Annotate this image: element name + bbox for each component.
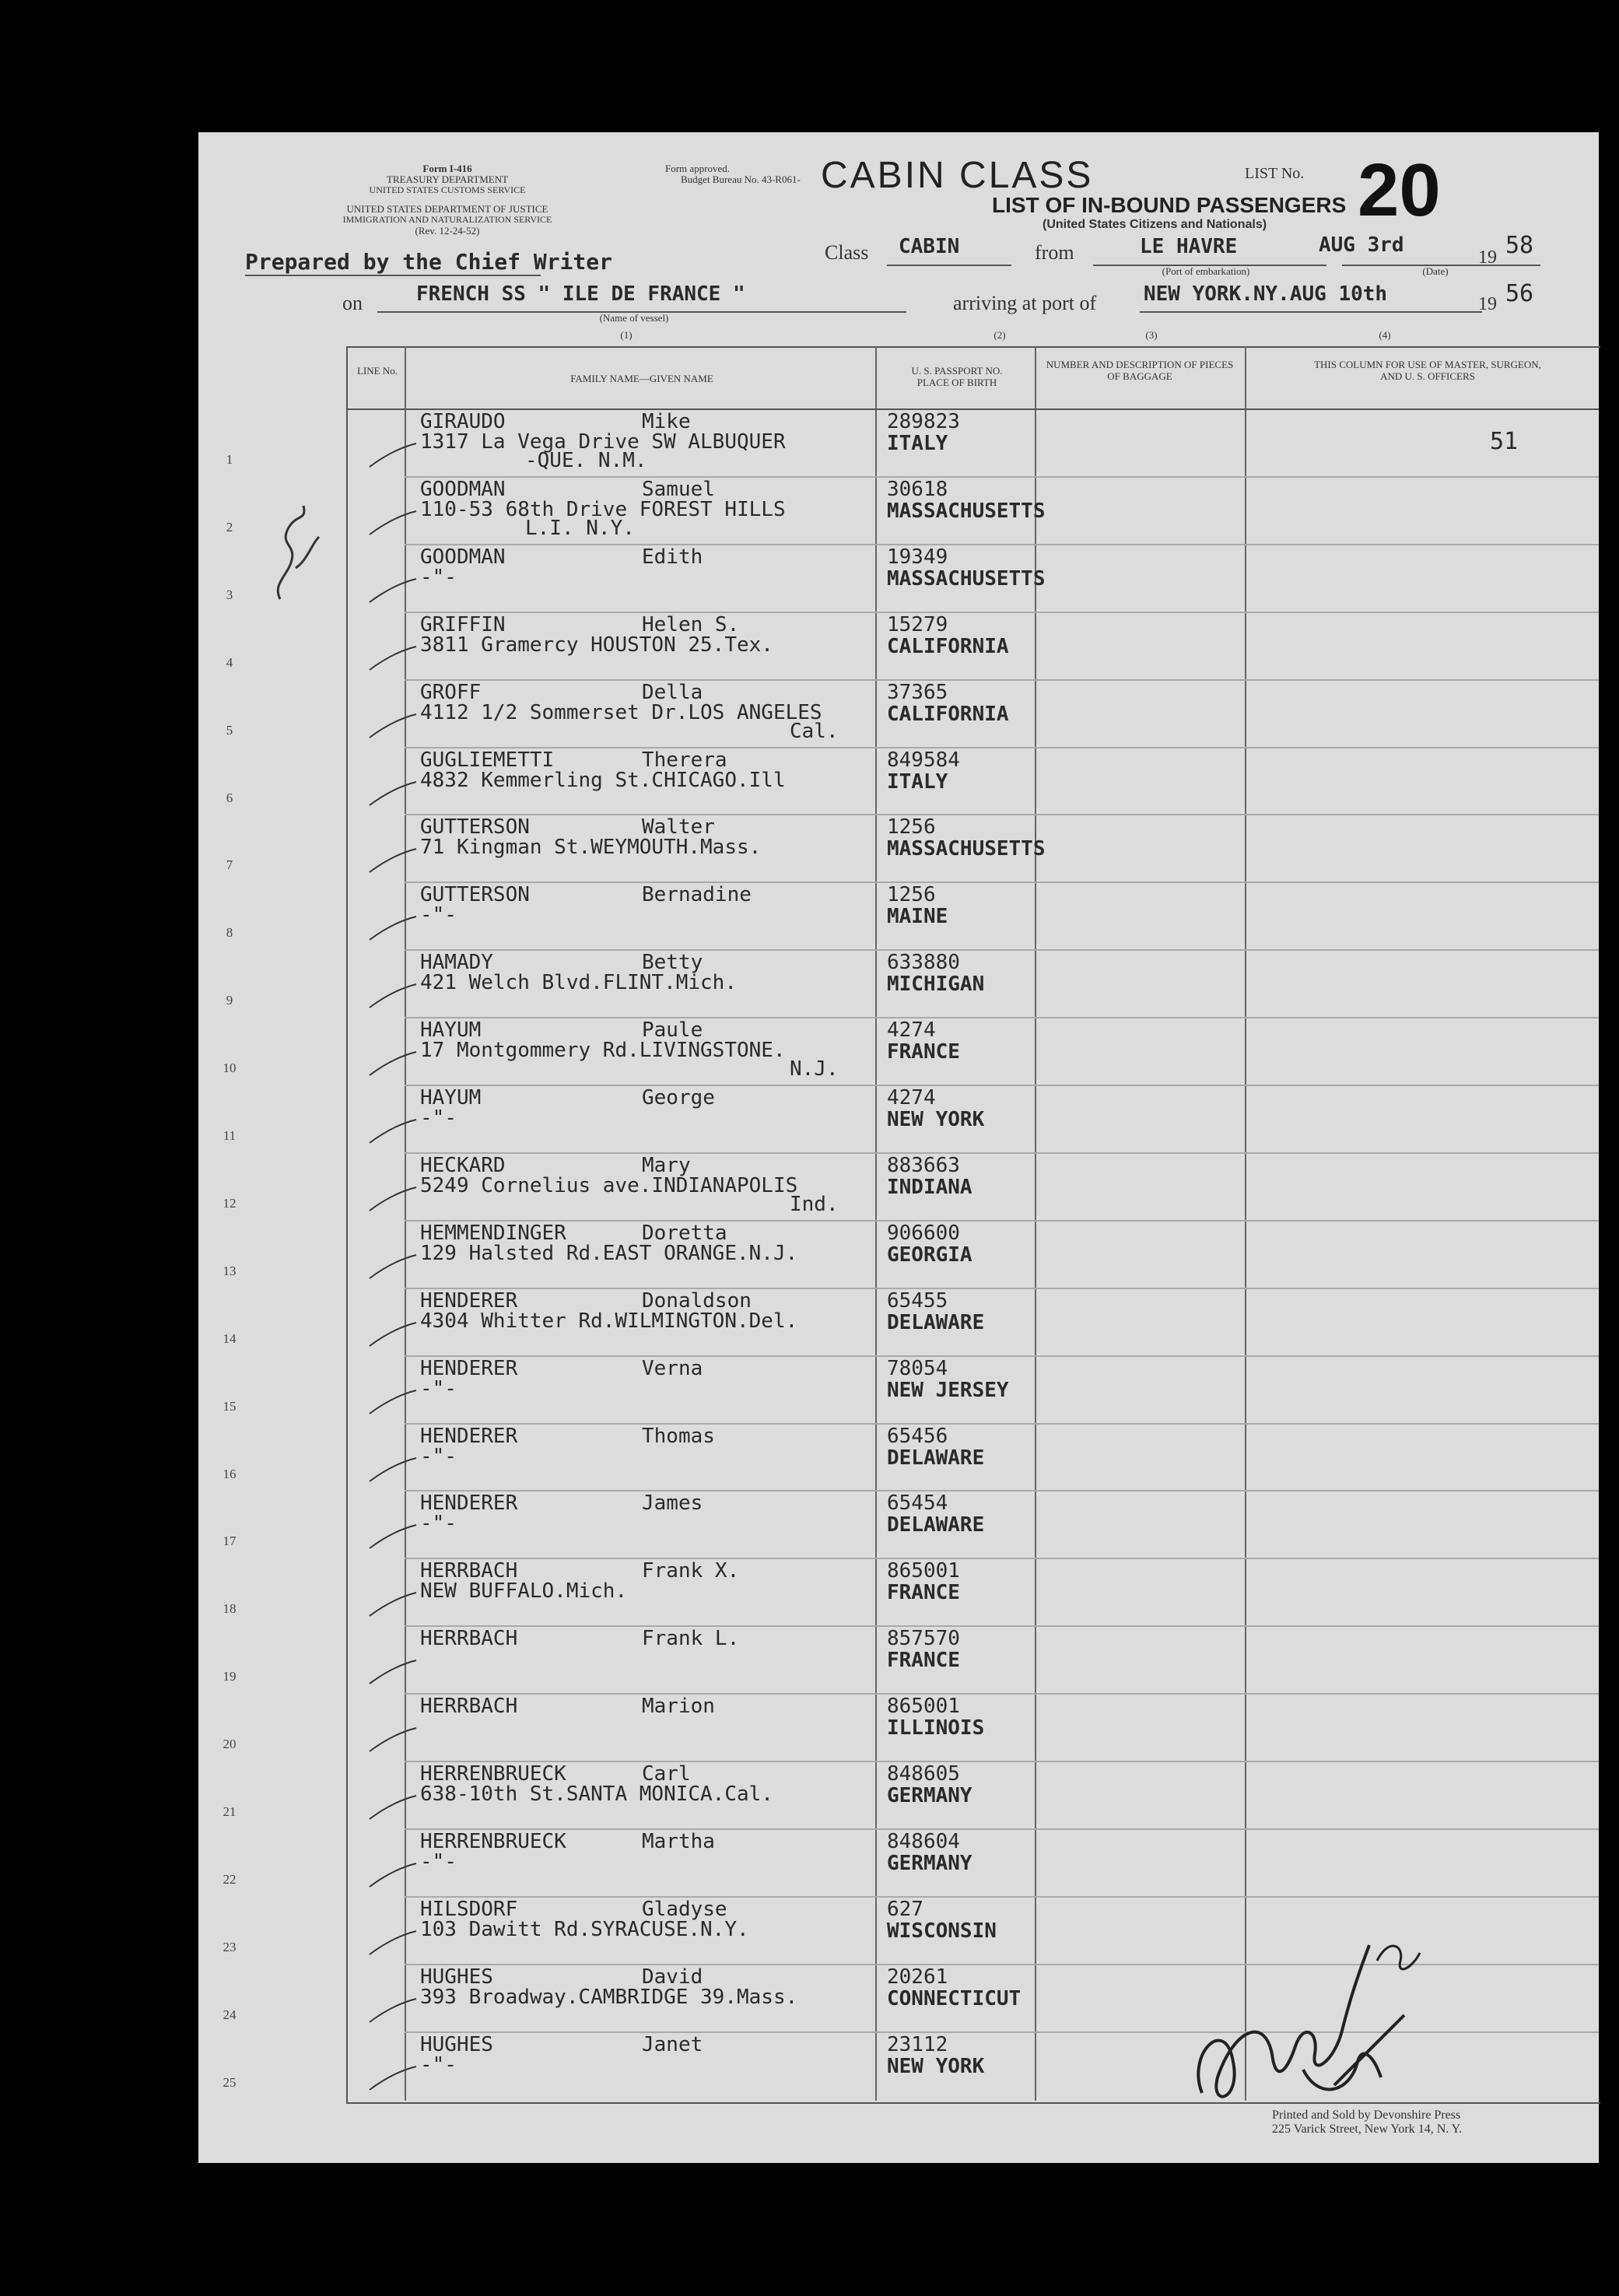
family-name: HENDERER [420,1424,518,1448]
row-divider [405,1288,1599,1289]
family-name: HERRENBRUECK [420,1829,566,1853]
address: 393 Broadway.CAMBRIDGE 39.Mass. [420,1985,798,2009]
line-number: 7 [226,857,233,873]
place-of-birth: DELAWARE [887,1310,985,1334]
col-divider [1035,346,1036,2101]
address: 4304 Whitter Rd.WILMINGTON.Del. [420,1309,798,1333]
given-name: Thomas [642,1424,715,1448]
passport-number: 289823 [887,410,960,433]
line-number: 8 [226,925,233,941]
given-name: Edith [642,545,703,569]
list-number-label: LIST No. [1245,165,1305,182]
ins-service: IMMIGRATION AND NATURALIZATION SERVICE [342,214,552,225]
given-name: Carl [642,1762,691,1786]
check-mark [366,1386,420,1418]
treasury-dept: TREASURY DEPARTMENT [386,174,509,185]
given-name: Della [642,680,703,704]
row-divider [405,1355,1599,1357]
line-number: 23 [223,1939,237,1954]
passport-number: 65455 [887,1288,948,1313]
family-name: HUGHES [420,1965,493,1989]
address: -"- [420,565,457,589]
line-number: 25 [223,2074,237,2090]
passport-number: 65456 [887,1424,948,1448]
place-of-birth: ITALY [887,432,948,455]
row-divider [405,1896,1599,1898]
on-label: on [342,292,363,314]
passport-number: 633880 [887,951,960,975]
port-embarkation: LE HAVRE [1140,235,1238,258]
place-of-birth: FRANCE [887,1040,960,1064]
passport-number: 15279 [887,612,948,636]
given-name: James [642,1492,703,1516]
family-name: HERRENBRUECK [420,1762,566,1786]
place-of-birth: CALIFORNIA [887,702,1009,726]
family-name: HERRBACH [420,1627,518,1651]
class-value: CABIN [899,235,960,258]
family-name: HEMMENDINGER [420,1221,566,1245]
printer-note: Printed and Sold by Devonshire Press [1272,2108,1461,2122]
header-baggage: NUMBER AND DESCRIPTION OF PIECES OF BAGGAGE [1046,359,1234,382]
place-of-birth: WISCONSIN [887,1919,997,1943]
budget-bureau: Budget Bureau No. 43-R061- [681,174,801,185]
check-mark [366,1116,420,1147]
form-revision: (Rev. 12-24-52) [415,225,480,237]
row-divider [405,882,1599,883]
address: -"- [420,1106,457,1130]
place-of-birth: NEW YORK [887,2054,985,2078]
arrival-underline [1140,311,1482,313]
passport-number: 65454 [887,1492,948,1516]
col-num-2: (2) [993,329,1006,341]
family-name: HAMADY [420,951,493,975]
address: 110-53 68th Drive FOREST HILLS [420,497,786,521]
place-of-birth: NEW JERSEY [887,1378,1009,1402]
passport-number: 857570 [887,1627,960,1651]
address: 4112 1/2 Sommerset Dr.LOS ANGELES [420,700,822,724]
passport-number: 627 [887,1897,923,1921]
col-num-3: (3) [1145,329,1158,341]
given-name: Mike [642,410,691,433]
line-number: 9 [226,993,233,1008]
address: -"- [420,1376,457,1400]
passport-number: 906600 [887,1221,960,1245]
date-caption: (Date) [1422,265,1449,277]
check-mark [366,1589,420,1620]
class-label: Class [825,241,869,264]
check-mark [366,440,420,471]
line-number: 11 [223,1128,237,1143]
place-of-birth: INDIANA [887,1175,972,1199]
given-name: Helen S. [642,612,740,636]
list-subtitle: (United States Citizens and Nationals) [1043,218,1267,231]
port-caption: (Port of embarkation) [1162,265,1250,277]
given-name: David [642,1965,703,1989]
given-name: Marion [642,1695,715,1719]
address-line-2: N.J. [790,1057,839,1081]
year-1: 58 [1505,232,1534,259]
prepared-underline [245,275,541,276]
justice-dept: UNITED STATES DEPARTMENT OF JUSTICE [346,203,548,215]
given-name: Frank X. [642,1559,740,1583]
given-name: Gladyse [642,1897,727,1921]
row-divider [405,1085,1599,1086]
given-name: Walter [642,815,715,840]
address: 129 Halsted Rd.EAST ORANGE.N.J. [420,1241,798,1265]
check-mark [366,913,420,944]
place-of-birth: MASSACHUSETTS [887,499,1046,523]
address: -"- [420,1444,457,1468]
line-number: 1 [226,452,233,467]
check-mark [366,1319,420,1350]
vessel-caption: (Name of vessel) [599,312,669,324]
line-number: 15 [223,1398,237,1414]
check-mark [366,845,420,876]
given-name: Verna [642,1356,703,1380]
header-name: FAMILY NAME—GIVEN NAME [570,373,713,384]
given-name: Janet [642,2032,703,2056]
address: 5249 Cornelius ave.INDIANAPOLIS [420,1173,798,1197]
line-number: 12 [223,1195,237,1211]
address: 421 Welch Blvd.FLINT.Mich. [420,971,737,995]
row-divider [405,747,1599,748]
address: -"- [420,2052,457,2077]
line-number: 16 [223,1466,237,1481]
check-mark [366,575,420,606]
manifest-page [198,132,1599,2163]
check-mark [366,1792,420,1823]
row-divider [405,679,1599,681]
row-divider [405,949,1599,951]
family-name: HILSDORF [420,1897,518,1921]
address: -"- [420,1849,457,1874]
check-mark [366,980,420,1011]
arrival-port-date: NEW YORK.NY.AUG 10th [1144,282,1388,306]
place-of-birth: GEORGIA [887,1243,972,1267]
from-label: from [1035,241,1074,264]
line-number: 18 [223,1601,237,1617]
given-name: Paule [642,1018,703,1043]
address-line-2: Ind. [790,1192,839,1216]
row-divider [405,814,1599,815]
line-number: 20 [223,1737,237,1752]
row-divider [405,1423,1599,1425]
line-number: 4 [226,654,233,670]
check-mark [366,778,420,809]
address: 3811 Gramercy HOUSTON 25.Tex. [420,633,773,657]
header-officers: THIS COLUMN FOR USE OF MASTER, SURGEON, AND U. S. OFFICERS [1314,359,1541,382]
check-mark [366,1927,420,1958]
customs-service: UNITED STATES CUSTOMS SERVICE [369,184,526,195]
given-name: Doretta [642,1221,727,1245]
check-mark [366,1724,420,1755]
col-num-1: (1) [620,329,633,341]
check-mark [366,1860,420,1891]
given-name: Donaldson [642,1288,752,1313]
row-divider [405,612,1599,613]
header-passport: U. S. PASSPORT NO. PLACE OF BIRTH [911,365,1003,388]
margin-initials [265,498,327,607]
inspector-signature [1179,1898,1428,2124]
col-num-4: (4) [1379,329,1391,341]
check-mark [366,1995,420,2026]
passport-number: 20261 [887,1965,948,1989]
row-divider [405,1693,1599,1695]
row-divider [405,476,1599,478]
given-name: Therera [642,748,727,772]
col-divider [405,346,406,2101]
given-name: Bernadine [642,883,752,907]
check-mark [366,710,420,741]
family-name: HAYUM [420,1018,482,1043]
place-of-birth: MICHIGAN [887,973,985,997]
arriving-label: arriving at port of [953,292,1097,314]
passport-number: 4274 [887,1086,936,1109]
family-name: GUGLIEMETTI [420,748,555,772]
place-of-birth: GERMANY [887,1784,972,1807]
passport-number: 37365 [887,680,948,704]
passport-number: 23112 [887,2032,948,2056]
year-prefix-1: 19 [1478,247,1497,268]
passport-number: 30618 [887,477,948,501]
passport-number: 848605 [887,1762,960,1786]
given-name: Frank L. [642,1627,740,1651]
check-mark [366,1251,420,1282]
passport-number: 1256 [887,815,936,840]
line-number: 17 [223,1534,237,1549]
check-mark [366,507,420,538]
col-divider [1245,346,1246,2101]
line-number: 3 [226,587,233,602]
class-title: CABIN CLASS [821,155,1094,196]
given-name: Betty [642,951,703,975]
place-of-birth: FRANCE [887,1581,960,1605]
row-divider [405,1625,1599,1627]
address-line-2: Cal. [790,719,839,743]
family-name: HUGHES [420,2032,493,2056]
printer-address: 225 Varick Street, New York 14, N. Y. [1272,2122,1463,2136]
given-name: Mary [642,1153,691,1177]
place-of-birth: FRANCE [887,1649,960,1673]
header-line-no: LINE No. [357,365,398,377]
given-name: Samuel [642,477,715,501]
year-prefix-2: 19 [1478,294,1497,314]
row-divider [405,1490,1599,1492]
row-divider [405,544,1599,545]
address: NEW BUFFALO.Mich. [420,1579,628,1604]
line-number: 10 [223,1060,237,1076]
family-name: GRIFFIN [420,612,506,636]
prepared-by: Prepared by the Chief Writer [245,249,613,275]
check-mark [366,2063,420,2094]
family-name: GIRAUDO [420,410,506,433]
place-of-birth: CONNECTICUT [887,1986,1022,2010]
check-mark [366,643,420,674]
place-of-birth: ILLINOIS [887,1716,985,1740]
margin-note: 51 [1490,428,1519,455]
check-mark [366,1048,420,1079]
passport-number: 19349 [887,545,948,569]
family-name: HENDERER [420,1356,518,1380]
address: 17 Montgommery Rd.LIVINGSTONE. [420,1039,786,1063]
address: 638-10th St.SANTA MONICA.Cal. [420,1782,773,1806]
row-divider [405,1558,1599,1559]
family-name: HENDERER [420,1492,518,1516]
check-mark [366,1183,420,1215]
address: -"- [420,903,457,927]
family-name: GROFF [420,680,482,704]
row-divider [405,1152,1599,1154]
address: 1317 La Vega Drive SW ALBUQUER [420,430,786,454]
header-divider [346,408,1599,410]
family-name: HECKARD [420,1153,506,1177]
family-name: HERRBACH [420,1559,518,1583]
family-name: HERRBACH [420,1695,518,1719]
list-title: LIST OF IN-BOUND PASSENGERS [992,193,1347,217]
address: 71 Kingman St.WEYMOUTH.Mass. [420,836,762,860]
row-divider [405,1017,1599,1018]
address: 103 Dawitt Rd.SYRACUSE.N.Y. [420,1917,749,1941]
place-of-birth: GERMANY [887,1851,972,1875]
row-divider [405,1828,1599,1830]
line-number: 5 [226,722,233,738]
form-approved: Form approved. [665,163,731,174]
class-underline [887,265,1011,266]
line-number: 14 [223,1330,237,1346]
line-number: 2 [226,519,233,535]
address-line-2: L.I. N.Y. [525,516,635,540]
passport-number: 865001 [887,1559,960,1583]
departure-date: AUG 3rd [1319,233,1404,257]
family-name: GOODMAN [420,477,506,501]
line-number: 21 [223,1804,237,1819]
row-divider [405,1761,1599,1762]
place-of-birth: ITALY [887,769,948,794]
family-name: HAYUM [420,1086,482,1109]
passport-number: 78054 [887,1356,948,1380]
vessel-name: FRENCH SS " ILE DE FRANCE " [416,282,745,306]
place-of-birth: DELAWARE [887,1446,985,1470]
address: 4832 Kemmerling St.CHICAGO.Ill [420,768,786,792]
given-name: George [642,1086,715,1109]
check-mark [366,1521,420,1552]
passport-number: 865001 [887,1695,960,1719]
line-number: 24 [223,2007,237,2022]
check-mark [366,1454,420,1485]
check-mark [366,1656,420,1688]
form-number: Form I-416 [422,163,472,174]
passport-number: 849584 [887,748,960,772]
place-of-birth: NEW YORK [887,1108,985,1131]
given-name: Martha [642,1829,715,1853]
year-2: 56 [1505,280,1534,307]
place-of-birth: CALIFORNIA [887,634,1009,658]
passport-number: 848604 [887,1829,960,1853]
place-of-birth: MAINE [887,905,948,929]
list-number: 20 [1358,149,1441,232]
family-name: HENDERER [420,1288,518,1313]
col-divider [875,346,877,2101]
line-number: 13 [223,1263,237,1278]
address: -"- [420,1512,457,1536]
family-name: GUTTERSON [420,815,530,840]
family-name: GUTTERSON [420,883,530,907]
line-number: 22 [223,1871,237,1887]
address-line-2: -QUE. N.M. [525,449,647,472]
passport-number: 883663 [887,1153,960,1177]
place-of-birth: MASSACHUSETTS [887,837,1046,861]
place-of-birth: MASSACHUSETTS [887,566,1046,591]
line-number: 19 [223,1669,237,1684]
place-of-birth: DELAWARE [887,1513,985,1537]
line-number: 6 [226,790,233,805]
passport-number: 1256 [887,883,936,907]
passport-number: 4274 [887,1018,936,1043]
row-divider [405,1220,1599,1222]
family-name: GOODMAN [420,545,506,569]
